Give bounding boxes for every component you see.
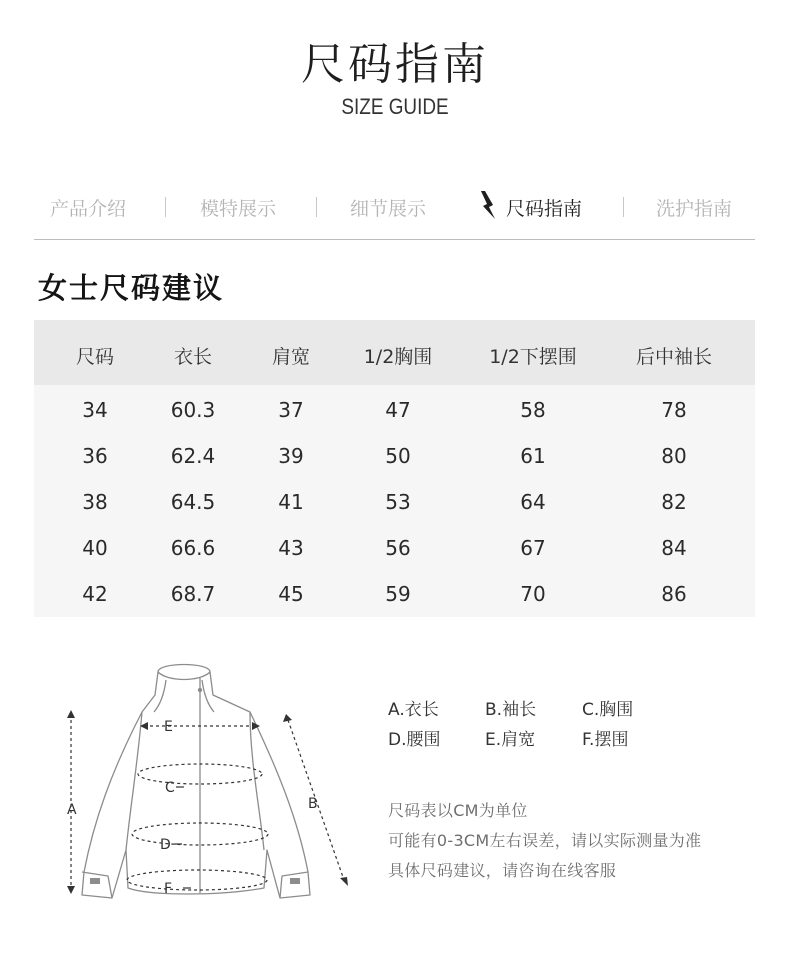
- table-cell: 50: [385, 444, 411, 468]
- jacket-measurement-diagram: [50, 650, 360, 910]
- header-length: 衣长: [173, 346, 213, 368]
- nav-item-care-guide[interactable]: 洗护指南: [656, 198, 733, 220]
- jacket-outline: [82, 665, 310, 899]
- cuff-tab-icon: [90, 878, 100, 884]
- table-cell: 59: [385, 582, 411, 606]
- table-cell: 82: [661, 490, 687, 514]
- table-cell: 42: [82, 582, 108, 606]
- nav-divider: [165, 197, 166, 217]
- table-cell: 64: [520, 490, 546, 514]
- nav-underline: [34, 239, 755, 240]
- table-cell: 60.3: [170, 398, 216, 422]
- table-cell: 70: [520, 582, 546, 606]
- table-cell: 84: [661, 536, 687, 560]
- measure-f-ellipse: [127, 870, 267, 890]
- table-header: [34, 320, 755, 385]
- label-e: E: [164, 719, 173, 735]
- table-cell: 40: [82, 536, 108, 560]
- table-cell: 62.4: [170, 444, 216, 468]
- section-nav: [34, 184, 755, 228]
- nav-item-size-guide[interactable]: 尺码指南: [506, 198, 583, 220]
- label-f: F: [164, 881, 173, 897]
- table-cell: 66.6: [170, 536, 216, 560]
- table-cell: 37: [278, 398, 304, 422]
- label-d: D: [160, 837, 171, 853]
- header-size: 尺码: [75, 346, 115, 368]
- nav-divider: [623, 197, 624, 217]
- nav-item-detail-show[interactable]: 细节展示: [350, 198, 427, 220]
- nav-item-product-intro[interactable]: 产品介绍: [50, 198, 127, 220]
- legend-item: F.摆围: [582, 730, 629, 750]
- label-b: B: [308, 796, 318, 812]
- table-cell: 68.7: [170, 582, 216, 606]
- table-cell: 56: [385, 536, 411, 560]
- table-cell: 86: [661, 582, 687, 606]
- table-cell: 80: [661, 444, 687, 468]
- label-c: C: [165, 780, 175, 796]
- nav-item-model-show[interactable]: 模特展示: [200, 198, 277, 220]
- table-cell: 67: [520, 536, 546, 560]
- table-cell: 36: [82, 444, 108, 468]
- header-sleeve-length: 后中袖长: [635, 346, 713, 368]
- table-cell: 41: [278, 490, 304, 514]
- legend-item: E.肩宽: [485, 730, 536, 750]
- cuff-tab-icon: [290, 878, 300, 884]
- legend-item: D.腰围: [388, 730, 441, 750]
- legend-item: B.袖长: [485, 700, 537, 720]
- table-cell: 34: [82, 398, 108, 422]
- table-cell: 64.5: [170, 490, 216, 514]
- legend-item: C.胸围: [582, 700, 634, 720]
- size-table: [34, 320, 755, 617]
- note-tolerance: 可能有0-3CM左右误差，请以实际测量为准: [388, 831, 702, 850]
- active-tab-indicator-icon: [478, 190, 498, 220]
- table-cell: 58: [520, 398, 546, 422]
- page-title: 尺码指南: [301, 39, 489, 90]
- legend-item: A.衣长: [388, 700, 439, 720]
- note-contact: 具体尺码建议，请咨询在线客服: [388, 861, 617, 880]
- table-cell: 39: [278, 444, 304, 468]
- label-a: A: [67, 802, 77, 818]
- table-cell: 47: [385, 398, 411, 422]
- table-cell: 38: [82, 490, 108, 514]
- page-subtitle: SIZE GUIDE: [341, 94, 449, 119]
- table-cell: 45: [278, 582, 304, 606]
- section-title: 女士尺码建议: [38, 271, 225, 305]
- table-cell: 78: [661, 398, 687, 422]
- table-cell: 61: [520, 444, 546, 468]
- table-cell: 53: [385, 490, 411, 514]
- header-half-chest: 1/2胸围: [363, 346, 433, 368]
- header-shoulder: 肩宽: [271, 346, 311, 368]
- collar-button-icon: [198, 688, 202, 692]
- note-unit: 尺码表以CM为单位: [388, 801, 528, 820]
- table-cell: 43: [278, 536, 304, 560]
- nav-divider: [316, 197, 317, 217]
- header-half-hem: 1/2下摆围: [489, 346, 577, 368]
